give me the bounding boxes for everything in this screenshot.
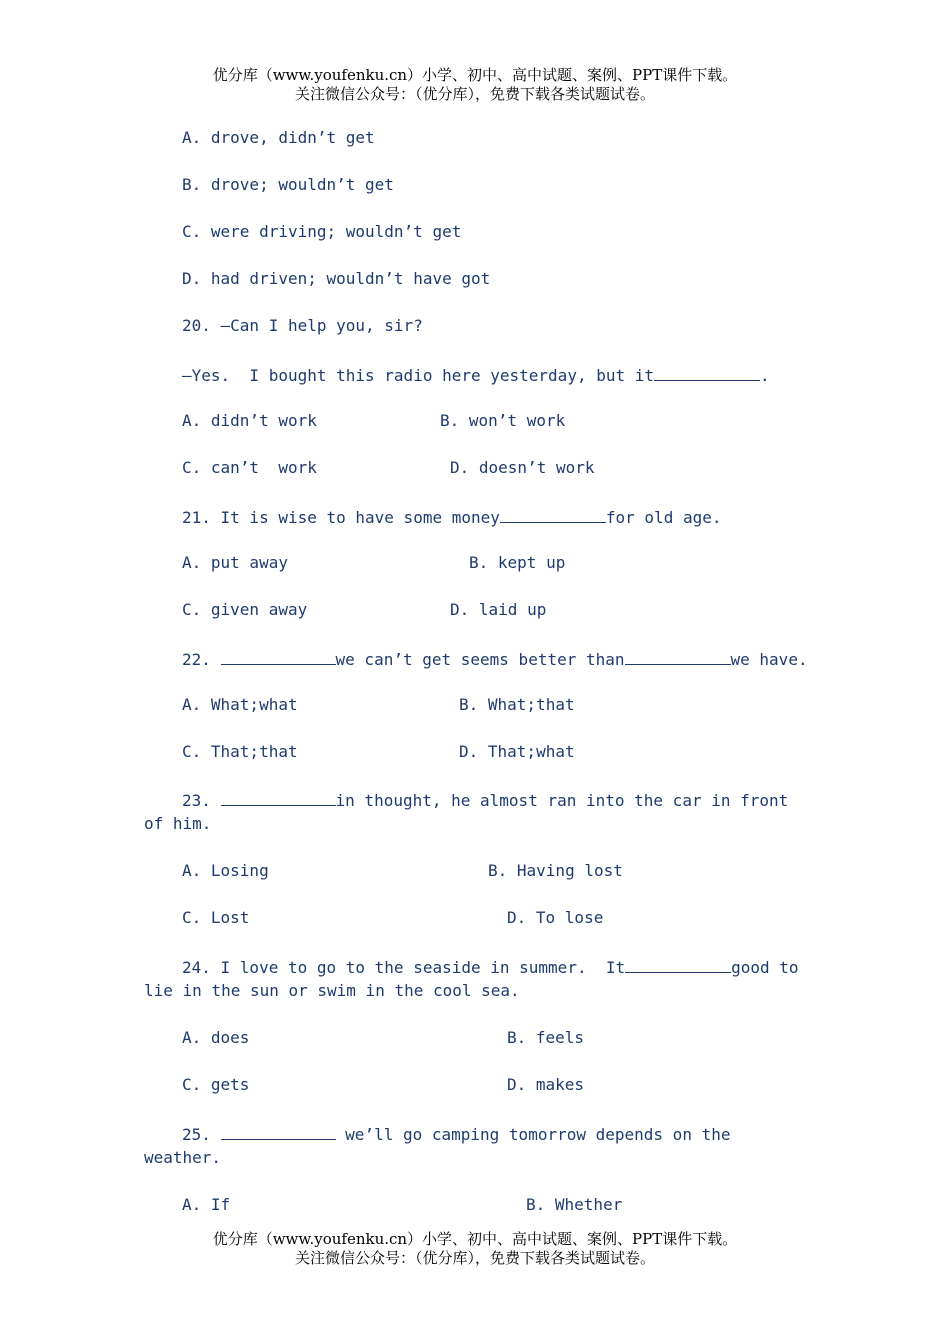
q25-stem-text: we’ll go camping tomorrow depends on the [335,1125,731,1144]
q23-option-c: C. Lost [182,908,250,927]
q24-option-a: A. does [182,1028,250,1047]
q20-stem-end: . [760,366,770,385]
q21-option-a: A. put away [182,553,288,572]
q22-option-a: A. What;what [182,695,298,714]
q23-option-a: A. Losing [182,861,269,880]
q25-option-b: B. Whether [526,1195,623,1214]
q24-option-b: B. feels [507,1028,585,1047]
page-header [0,66,950,104]
header-line-1: 优分库（www.youfenku.cn）小学、初中、高中试题、案例、PPT课件下载。 [212,66,738,84]
q24-option-d: D. makes [507,1075,585,1094]
answer-blank [654,364,760,381]
q19-option-c: C. were driving; wouldn’t get [182,222,462,241]
q25-stem-line-1 [182,1123,730,1145]
answer-blank [221,1123,336,1140]
q19-option-b: B. drove; wouldn’t get [182,175,394,194]
answer-blank [500,506,606,523]
q22-stem [182,648,808,670]
answer-blank [625,648,731,665]
q19-option-d: D. had driven; wouldn’t have got [182,269,491,288]
q20-option-a: A. didn’t work [182,411,317,430]
q21-option-d: D. laid up [450,600,547,619]
q23-stem-line-1 [182,789,788,811]
q23-option-d: D. To lose [507,908,604,927]
q25-option-a: A. If [182,1195,231,1214]
q21-stem [182,506,721,528]
q23-stem-text: in thought, he almost ran into the car in front [335,791,789,810]
q19-option-a: A. drove, didn’t get [182,128,375,147]
q21-stem-text: 21. It is wise to have some money [182,508,500,527]
q20-option-c: C. can’t work [182,458,317,477]
q20-stem-text: —Yes. I bought this radio here yesterday, but it [182,366,655,385]
q20-option-d: D. doesn’t work [450,458,595,477]
q23-number: 23. [182,791,221,810]
q22-number: 22. [182,650,221,669]
q22-option-d: D. That;what [459,742,575,761]
q22-stem-end: we have. [730,650,808,669]
q25-number: 25. [182,1125,221,1144]
q22-stem-text: we can’t get seems better than [335,650,625,669]
q24-stem-line-2: lie in the sun or swim in the cool sea. [144,981,520,1000]
q20-stem-line-2 [182,364,770,386]
q20-stem-line-1: 20. —Can I help you, sir? [182,316,423,335]
q21-stem-end: for old age. [605,508,722,527]
q21-option-c: C. given away [182,600,308,619]
q25-stem-line-2: weather. [144,1148,222,1167]
answer-blank [625,956,731,973]
footer-line-2: 关注微信公众号：（优分库），免费下载各类试题试卷。 [294,1249,655,1267]
q23-stem-line-2: of him. [144,814,212,833]
page-footer [0,1230,950,1268]
answer-blank [221,648,336,665]
q24-stem-line-1 [182,956,799,978]
q23-option-b: B. Having lost [488,861,623,880]
header-line-2: 关注微信公众号：（优分库），免费下载各类试题试卷。 [294,85,655,103]
q24-stem-text: 24. I love to go to the seaside in summer. It [182,958,626,977]
footer-line-1: 优分库（www.youfenku.cn）小学、初中、高中试题、案例、PPT课件下载。 [212,1230,738,1248]
q24-option-c: C. gets [182,1075,250,1094]
q22-option-c: C. That;that [182,742,298,761]
q22-option-b: B. What;that [459,695,575,714]
q20-option-b: B. won’t work [440,411,566,430]
q21-option-b: B. kept up [469,553,566,572]
answer-blank [221,789,336,806]
q24-stem-mid: good to [731,958,799,977]
